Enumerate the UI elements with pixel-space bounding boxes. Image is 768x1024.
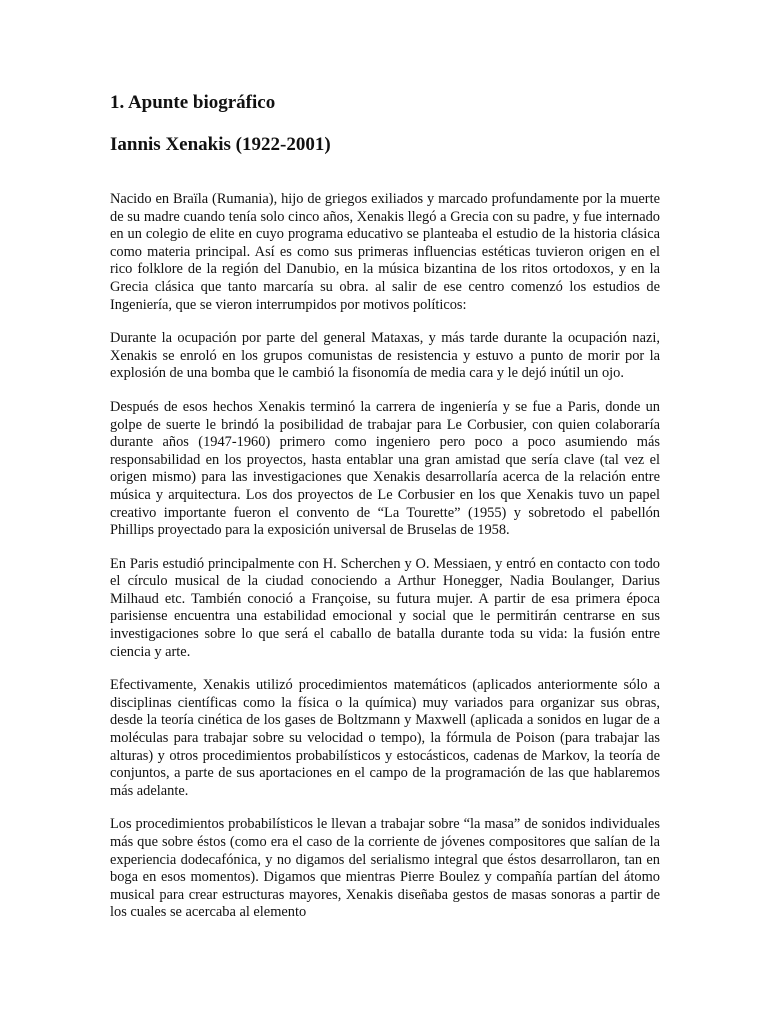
paragraph-3: Después de esos hechos Xenakis terminó la carrera de ingeniería y se fue a Paris, donde un golpe de suerte le brindó la posibilidad de trabajar para Le Corbusier, con quien colaboraría durante años (1947-1960) primero como ingeniero pero poco a poco asumiendo más responsabilidad en los proyectos, hasta entablar una gran amistad que sería clave (tal vez el origen mismo) para las investigaciones que Xenakis desarrollaría acerca de la relación entre música y arquitectura. Los dos proyectos de Le Corbusier en los que Xenakis tuvo un papel creativo importante fueron el convento de “La Tourette” (1955) y sobretodo el pabellón Phillips proyectado para la exposición universal de Bruselas de 1958. xyxy=(110,398,660,539)
paragraph-1: Nacido en Braïla (Rumania), hijo de griegos exiliados y marcado profundamente por la muerte de su madre cuando tenía solo cinco años, Xenakis llegó a Grecia con su padre, y fue internado en un colegio de elite en cuyo programa educativo se planteaba el estudio de la historia clásica como materia principal. Así es como sus primeras influencias estéticas tuvieron origen en el rico folklore de la región del Danubio, en la música bizantina de los ritos ortodoxos, y en la Grecia clásica que tanto marcaría su obra. al salir de ese centro comenzó los estudios de Ingeniería, que se vieron interrumpidos por motivos políticos: xyxy=(110,191,660,313)
paragraph-4: En Paris estudió principalmente con H. Scherchen y O. Messiaen, y entró en contacto con todo el círculo musical de la ciudad conociendo a Arthur Honegger, Nadia Boulanger, Darius Milhaud etc. También conoció a Françoise, su futura mujer. A partir de esa primera época parisiense encuentra una estabilidad emocional y social que le permitirán centrarse en sus investigaciones sobre lo que será el caballo de batalla durante toda su vida: la fusión entre ciencia y arte. xyxy=(110,555,660,660)
document-body xyxy=(110,92,660,938)
paragraph-6: Los procedimientos probabilísticos le llevan a trabajar sobre “la masa” de sonidos individuales más que sobre éstos (como era el caso de la corriente de jóvenes compositores que salían de la experiencia dodecafónica, y no digamos del serialismo integral que éstos desarrollaron, tan en boga en esos momentos). Digamos que mientras Pierre Boulez y compañía partían del átomo musical para crear estructuras mayores, Xenakis diseñaba gestos de masas sonoras a partir de los cuales se acercaba al elemento xyxy=(110,816,660,921)
document-subtitle: Iannis Xenakis (1922-2001) xyxy=(110,134,331,155)
paragraph-2: Durante la ocupación por parte del general Mataxas, y más tarde durante la ocupación nazi, Xenakis se enroló en los grupos comunistas de resistencia y estuvo a punto de morir por la explosión de una bomba que le cambió la fisonomía de media cara y le dejó inútil un ojo. xyxy=(110,330,660,382)
paragraph-5: Efectivamente, Xenakis utilizó procedimientos matemáticos (aplicados anteriormente sólo a disciplinas científicas como la física o la química) muy variados para organizar sus obras, desde la teoría cinética de los gases de Boltzmann y Maxwell (aplicada a sonidos en lugar de a moléculas para trabajar sobre su velocidad o tempo), la fórmula de Poison (para trabajar las alturas) y otros procedimientos probabilísticos y estocásticos, cadenas de Markov, la teoría de conjuntos, a parte de sus aportaciones en el campo de la programación de las que hablaremos más adelante. xyxy=(110,677,660,799)
section-heading: 1. Apunte biográfico xyxy=(110,92,276,113)
